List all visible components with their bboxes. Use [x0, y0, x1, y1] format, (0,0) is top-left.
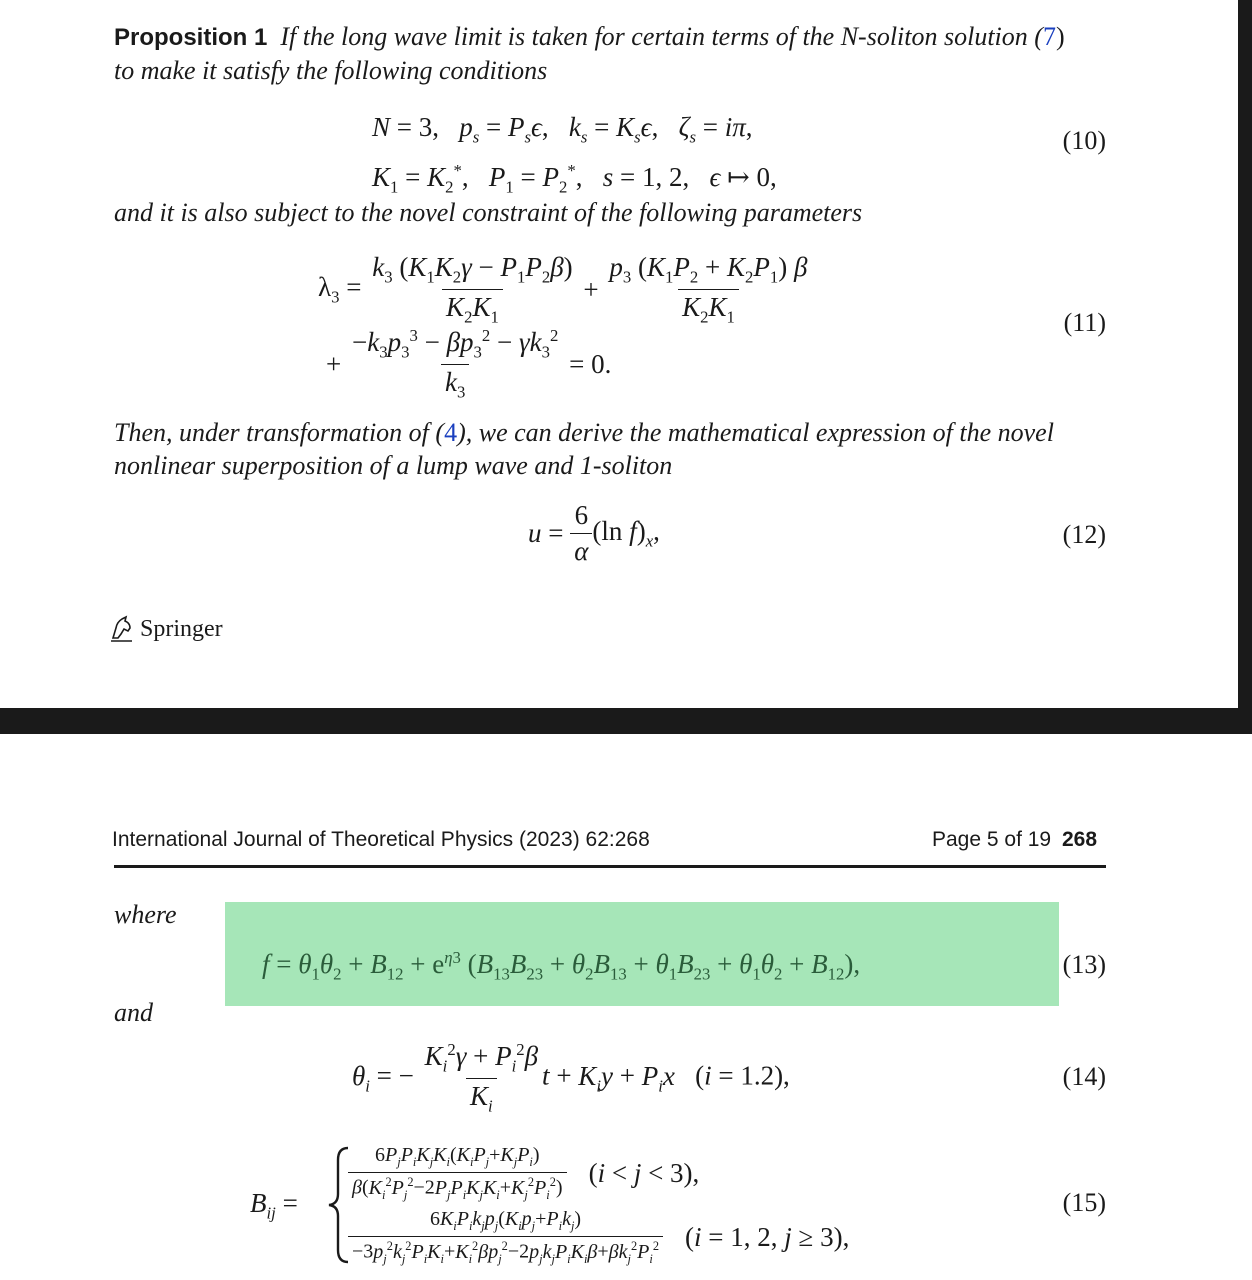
eq12-fraction: $\frac{6}{\alpha}$ — [570, 500, 592, 567]
eq15-number: (15) — [1062, 1188, 1106, 1217]
page-info: Page 5 of 19 — [932, 828, 1052, 851]
journal-header: International Journal of Theoretical Physics (2023) 62:268 — [112, 828, 650, 851]
then-paragraph: Then, under transformation of (4), we can derive the mathematical expression of the novel nonlinear superposition of a lump wave and 1-soliton — [114, 418, 1054, 480]
eq12-number: (12) — [1062, 520, 1106, 549]
eq11-term1: $\frac{k_3 (K_1K_2\gamma - P_1P_2\beta)}{K_2K_1}$ — [372, 252, 573, 327]
eq10-number: (10) — [1062, 126, 1106, 155]
equation-13: $f = \theta_1\theta_2 + B_{12} + e^{\eta 3}$ $(B_{13}B_{23} + \theta_2B_{13} + \theta_1B_{23} + \theta_1\theta_2 + B_{12})$, — [262, 948, 861, 984]
proposition-label: Proposition 1 — [114, 24, 268, 51]
eq11-term3: $\frac{-k_3p_3^3 - \beta p_3^2 - \gamma k_3^2}{k_3}$ — [351, 326, 559, 402]
eq11-number: (11) — [1063, 308, 1106, 337]
header-rule — [114, 865, 1106, 868]
proposition-text-1a: If the long wave limit is taken for certain terms of the N-soliton solution ( — [280, 22, 1043, 51]
equation-15-lhs: $B_{ij}$ = — [250, 1188, 298, 1223]
eq10-line1: N = 3, $p_s = P_s\epsilon$, $k_s = K_s\epsilon$, $\zeta_s = i\pi$, — [372, 112, 753, 147]
equation-11-line1: $\lambda_3$ = $\frac{k_3 (K_1K_2\gamma - P_1P_2\beta)}{K_2K_1}$ + $\frac{p_3 (K_1P_2 + K_2P_1) \beta}{K_2K_1}$ — [318, 252, 812, 328]
proposition-text-2: to make it satisfy the following conditions — [114, 56, 548, 85]
where-label: where — [114, 900, 177, 929]
page-divider — [0, 708, 1252, 734]
constraint-text: and it is also subject to the novel constraint of the following parameters — [114, 198, 863, 227]
eq13-number: (13) — [1062, 950, 1106, 979]
equation-12: u = $\frac{6}{\alpha}$ (ln $f)_x$, — [528, 500, 660, 566]
equation-10 — [372, 110, 777, 205]
ref-4-link[interactable]: 4 — [444, 418, 458, 447]
eq14-number: (14) — [1062, 1062, 1106, 1091]
eq15-case2-fraction: $\frac{6K_iP_ik_jp_j(K_ip_j+P_ik_j)}{-3p_j^2k_j^2P_iK_i+K_i^2\beta p_j^2-2p_jk_jP_iK_i\beta+\beta k_j^2P_i^2}$ — [348, 1208, 663, 1267]
equation-14: $\theta_i$ = − $\frac{K_i^2\gamma + P_i^2\beta}{K_i}$ $t + K_iy + P_ix$ (i = 1.2), — [352, 1040, 790, 1116]
eq10-line2: $K_1 = K_2^*$, $P_1 = P_2^*$, s = 1, 2, ϵ ↦ 0, — [372, 161, 777, 197]
proposition-paragraph — [114, 20, 1114, 87]
page-edge — [1238, 0, 1252, 708]
eq14-fraction: $\frac{K_i^2\gamma + P_i^2\beta}{K_i}$ — [424, 1040, 539, 1116]
ref-7-link[interactable]: 7 — [1042, 22, 1056, 51]
article-number: 268 — [1062, 828, 1098, 851]
springer-logo — [108, 614, 223, 644]
springer-horse-icon — [108, 614, 136, 644]
and-label: and — [114, 998, 153, 1027]
eq15-case1: $\frac{6P_jP_iK_jK_i(K_iP_j+K_jP_i)}{\beta(K_i^2P_j^2-2P_jP_iK_jK_i+K_j^2P_i^2)}$ (i < j < 3), — [348, 1144, 699, 1203]
springer-text: Springer — [140, 615, 223, 642]
eq15-case2: $\frac{6K_iP_ik_jp_j(K_ip_j+P_ik_j)}{-3p_j^2k_j^2P_iK_i+K_i^2\beta p_j^2-2p_jk_jP_iK_i\beta+\beta k_j^2P_i^2}$ (i = 1, 2, j ≥ 3), — [348, 1208, 849, 1267]
proposition-text-1b: ) — [1055, 22, 1065, 51]
equation-11-line2: + $\frac{-k_3p_3^3 - \beta p_3^2 - \gamma k_3^2}{k_3}$ = 0. — [326, 326, 612, 402]
eq11-term2: $\frac{p_3 (K_1P_2 + K_2P_1) \beta}{K_2K_1}$ — [609, 252, 808, 327]
eq15-case1-fraction: $\frac{6P_jP_iK_jK_i(K_iP_j+K_jP_i)}{\beta(K_i^2P_j^2-2P_jP_iK_jK_i+K_j^2P_i^2)}$ — [348, 1144, 567, 1203]
